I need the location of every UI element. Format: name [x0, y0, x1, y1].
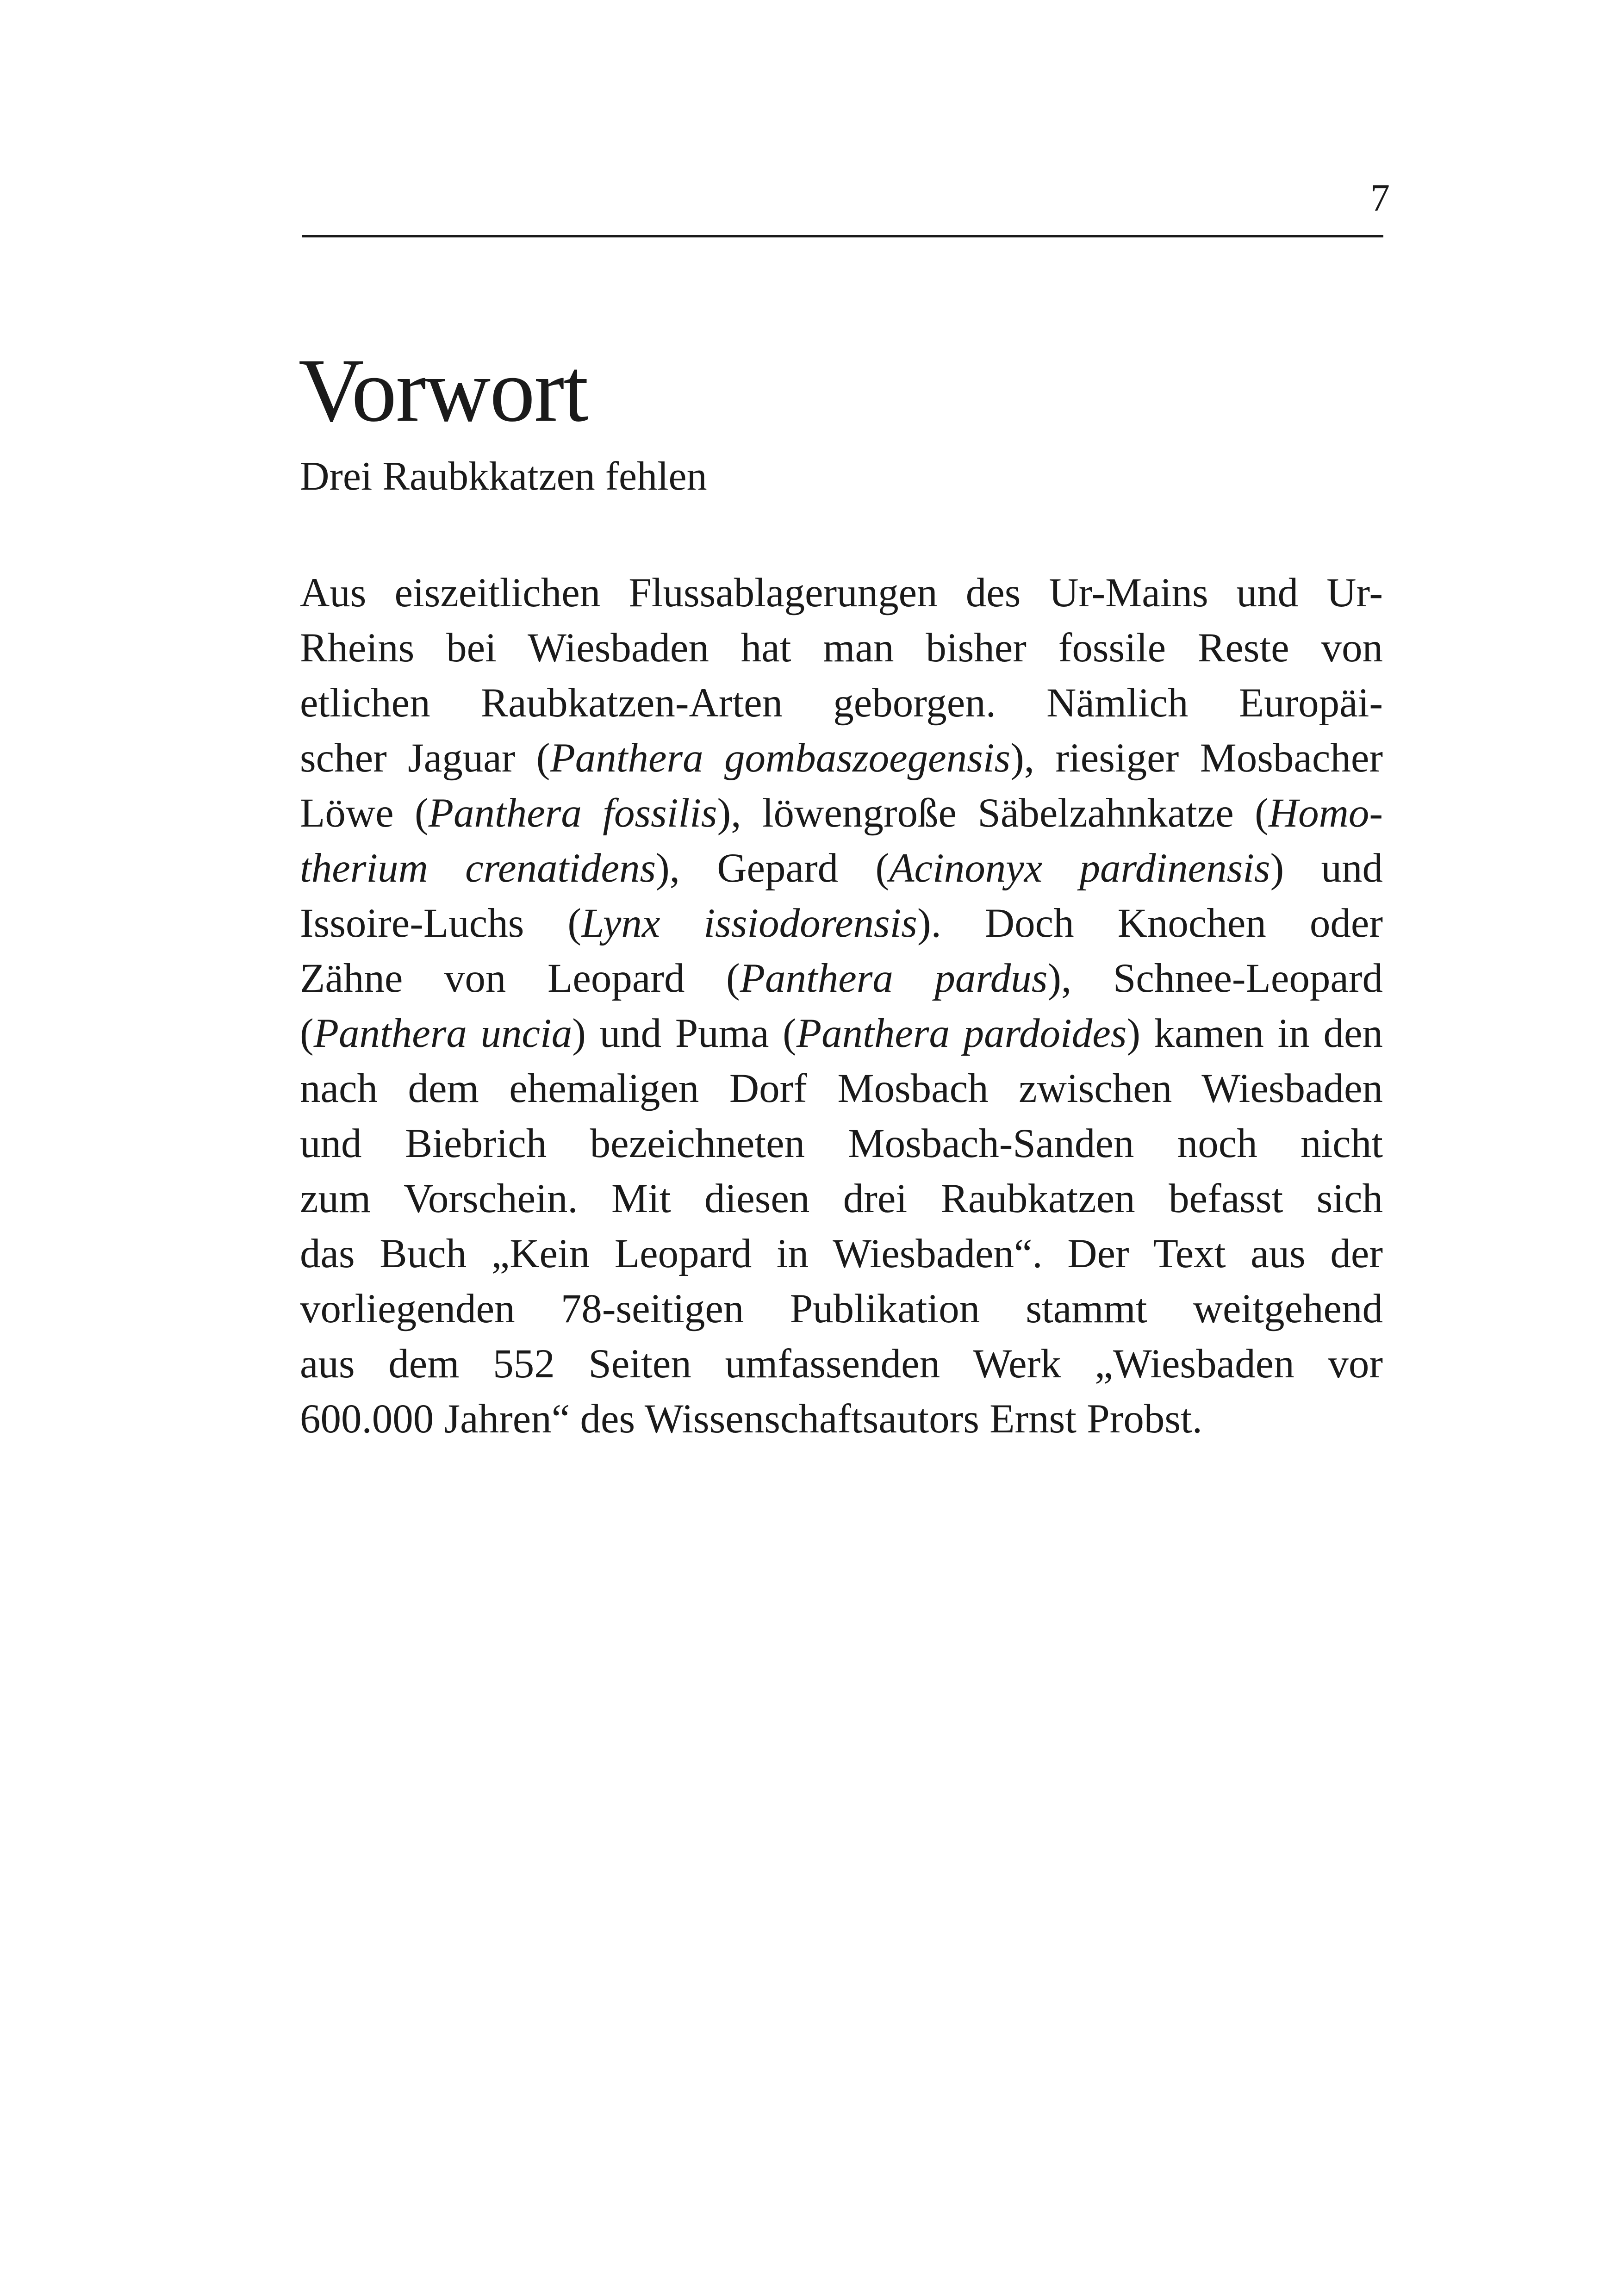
- body-text-segment: Issoire-Luchs (: [300, 901, 582, 946]
- body-text-segment: (: [300, 1011, 314, 1056]
- species-name: Panthera uncia: [313, 1011, 573, 1056]
- body-line: [300, 1282, 1383, 1337]
- species-name: Panthera pardus: [740, 956, 1048, 1001]
- body-text-segment: ). Doch Knochen oder: [917, 901, 1383, 946]
- body-line: [300, 896, 1383, 951]
- body-line: [300, 786, 1383, 841]
- body-text-segment: Aus eiszeitlichen Flussablagerungen des Ur-Mains und Ur-: [300, 570, 1383, 616]
- body-line: [300, 1337, 1383, 1392]
- species-name: Lynx issiodorensis: [581, 901, 917, 946]
- body-text-segment: Rheins bei Wiesbaden hat man bisher fossile Reste von: [300, 625, 1383, 671]
- body-text-segment: vorliegenden 78-seitigen Publikation stammt weitgehend: [300, 1286, 1383, 1332]
- body-line: [300, 1116, 1383, 1171]
- body-text-segment: etlichen Raubkatzen-Arten geborgen. Nämlich Europäi-: [300, 680, 1383, 726]
- body-text-segment: ), Gepard (: [656, 846, 890, 891]
- body-text-segment: und Biebrich bezeichneten Mosbach-Sanden noch nicht: [300, 1121, 1383, 1166]
- body-line: [300, 1171, 1383, 1226]
- body-text-segment: ), riesiger Mosbacher: [1010, 735, 1383, 781]
- body-text-segment: ) und Puma (: [572, 1011, 797, 1056]
- body-text-segment: ) und: [1270, 846, 1383, 891]
- body-text-segment: ) kamen in den: [1126, 1011, 1383, 1056]
- body-line: [300, 731, 1383, 786]
- body-text-segment: Zähne von Leopard (: [300, 956, 740, 1001]
- chapter-title: Vorwort: [299, 340, 588, 441]
- body-text-segment: ), löwengroße Säbelzahnkatze (: [717, 790, 1269, 836]
- body-paragraph: [300, 566, 1383, 1447]
- header-rule: [302, 235, 1383, 237]
- species-name: Homo-: [1268, 790, 1383, 836]
- species-name: Panthera pardoides: [796, 1011, 1127, 1056]
- body-text-segment: ), Schnee-Leopard: [1047, 956, 1383, 1001]
- body-text-segment: Löwe (: [300, 790, 429, 836]
- page-number: 7: [1370, 176, 1390, 219]
- body-line: [300, 621, 1383, 676]
- body-line: [300, 1061, 1383, 1116]
- body-line: [300, 841, 1383, 896]
- species-name: Panthera fossilis: [428, 790, 717, 836]
- species-name: Acinonyx pardinensis: [889, 846, 1270, 891]
- body-line: [300, 676, 1383, 731]
- body-line: [300, 1392, 1383, 1447]
- body-text-segment: nach dem ehemaligen Dorf Mosbach zwischen Wiesbaden: [300, 1066, 1383, 1111]
- body-line: [300, 951, 1383, 1006]
- body-line: [300, 1006, 1383, 1061]
- body-line: [300, 1226, 1383, 1282]
- body-text-segment: zum Vorschein. Mit diesen drei Raubkatzen befasst sich: [300, 1176, 1383, 1221]
- species-name: therium crenatidens: [300, 846, 656, 891]
- species-name: Panthera gombaszoegensis: [550, 735, 1011, 781]
- body-line: [300, 566, 1383, 621]
- chapter-subtitle: Drei Raubkkatzen fehlen: [300, 454, 707, 499]
- body-text-segment: aus dem 552 Seiten umfassenden Werk „Wiesbaden vor: [300, 1341, 1383, 1387]
- body-text-segment: 600.000 Jahren“ des Wissenschaftsautors Ernst Probst.: [300, 1396, 1203, 1442]
- body-text-segment: scher Jaguar (: [300, 735, 550, 781]
- body-text-segment: das Buch „Kein Leopard in Wiesbaden“. Der Text aus der: [300, 1231, 1383, 1276]
